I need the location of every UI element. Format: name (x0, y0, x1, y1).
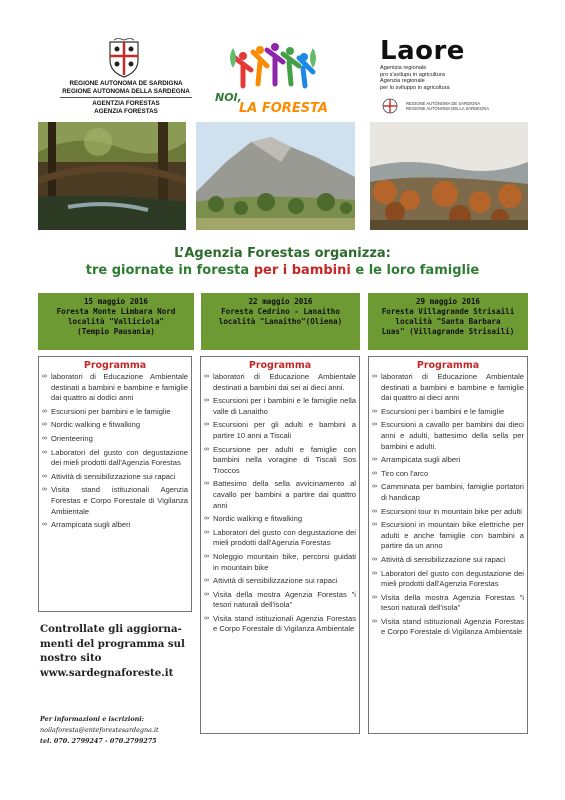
bullet-icon: ∞ (372, 521, 377, 529)
phone-number: tel. 070. 2799247 - 070.2799275 (40, 737, 157, 745)
bullet-icon: ∞ (42, 486, 47, 494)
program-item: ∞ Escursioni tour in mountain bike per adulti (372, 506, 522, 516)
event-place: Foresta Monte Limbara Nord (56, 307, 176, 316)
program-item: ∞ Arrampicata sugli alberi (42, 520, 131, 530)
program-item: ∞ Attività di sensibilizzazione sui rapaci (204, 576, 338, 586)
event-locality: località "Valliciola" (67, 317, 164, 326)
bullet-icon: ∞ (372, 555, 377, 563)
divider (60, 97, 192, 98)
program-item: ∞ Arrampicata sugli alberi (372, 455, 461, 465)
event-box-1 (38, 293, 194, 350)
program-item: ∞ Escursioni per i bambini e le famiglie (372, 406, 505, 416)
bullet-icon: ∞ (372, 407, 377, 415)
program-item: ∞ Battesimo della sella avvicinamento al cavallo per bambini a partire dai quattro anni (204, 479, 356, 510)
event-date: 15 maggio 2016 (83, 297, 148, 306)
bullet-icon: ∞ (372, 617, 377, 625)
bullet-icon: ∞ (372, 593, 377, 601)
bullet-icon: ∞ (372, 373, 377, 380)
program-item: ∞ Laboratori del gusto con degustazione dei mieli prodotti dall'Agenzia Forestas (42, 447, 188, 468)
program-item: ∞ Visita della mostra Agenzia Forestas "i tesori naturali dell'isola" (204, 589, 356, 610)
bullet-icon: ∞ (372, 507, 377, 515)
bullet-icon: ∞ (204, 480, 209, 488)
event-extra: (Tempio Pausania) (77, 327, 155, 336)
program-title: Programma (416, 360, 480, 371)
program-item: ∞ Nordic walking e fitwalking (42, 420, 141, 430)
program-item: ∞ Laboratori del gusto con degustazione dei mieli prodotti dall'Agenzia Forestas (372, 568, 524, 589)
event-locality: località "Lanaitho"(Oliena) (218, 317, 343, 326)
program-item: ∞ Noleggio mountain bike, percorsi guidati in mountain bike (204, 551, 356, 572)
program-list (372, 372, 524, 638)
program-item: ∞ Escursioni per bambini e le famiglie (42, 406, 171, 416)
program-item: ∞ Nordic walking e fitwalking (204, 514, 303, 524)
bullet-icon: ∞ (204, 528, 209, 536)
bullet-icon: ∞ (42, 407, 47, 415)
bullet-icon: ∞ (372, 569, 377, 577)
photo-autumn-forest (370, 122, 528, 230)
region-name: REGIONE AUTONOMA DE SARDIGNA REGIONE AUTONOMA DELLA SARDEGNA (62, 80, 190, 95)
event-extra: Luas" (Villagrande Strisaili) (381, 327, 515, 336)
program-title: Programma (83, 360, 147, 371)
bullet-icon: ∞ (372, 456, 377, 464)
headline-organizer: L’Agenzia Forestas organizza: (174, 246, 391, 261)
program-title: Programma (248, 360, 312, 371)
bullet-icon: ∞ (42, 434, 47, 442)
bullet-icon: ∞ (204, 397, 209, 405)
laore-logo-text: Laore (380, 36, 465, 66)
program-item: ∞ Visita stand istituzionali Agenzia Forestas e Corpo Forestale di Vigilanza Ambientale (42, 485, 188, 516)
noi-la-foresta-logo (213, 38, 333, 116)
bullet-icon: ∞ (42, 373, 47, 380)
headline-event: tre giornate in foresta per i bambini e le loro famiglie (85, 263, 480, 278)
program-item: ∞ Attività di sensibilizzazione sui rapaci (372, 554, 506, 564)
program-column-3 (368, 356, 528, 734)
event-box-2 (201, 293, 360, 350)
program-item: ∞ Escursioni per i bambini e le famiglie nella valle di Lanaitho (204, 396, 356, 416)
bullet-icon: ∞ (42, 421, 47, 429)
program-column-2 (200, 356, 360, 734)
website-link[interactable]: www.sardegnaforeste.it (40, 666, 174, 679)
event-box-3 (368, 293, 528, 350)
contact-info (40, 714, 210, 747)
program-item: ∞ laboratori di Educazione Ambientale destinati a bambini dai sei ai dieci anni. (204, 372, 356, 392)
event-date: 29 maggio 2016 (415, 297, 480, 306)
laore-crest-icon (380, 98, 400, 114)
event-date: 22 maggio 2016 (248, 297, 313, 306)
program-item: ∞ laboratori di Educazione Ambientale destinati a bambini e bambine e famiglie dai quattro ai dodici anni (42, 372, 188, 403)
sardinia-crest-logo (108, 38, 140, 78)
agency-name: AGENTZIA FORESTAS AGENZIA FORESTAS (92, 100, 160, 115)
laore-crest-caption: REGIONE AUTÒNOMA DE SARDIGNA REGIONE AUTONOMA DELLA SARDEGNA (406, 101, 489, 111)
info-label: Per informazioni e iscrizioni: (40, 715, 145, 723)
email-link[interactable]: noilaforesta@enteforestesardegna.it (40, 726, 159, 734)
program-list (204, 372, 356, 635)
event-place: Foresta Villagrande Strisaili (381, 307, 515, 316)
bullet-icon: ∞ (204, 445, 209, 453)
bullet-icon: ∞ (42, 521, 47, 529)
bullet-icon: ∞ (372, 483, 377, 491)
program-item: ∞ Escursioni per gli adulti e bambini a partire 10 anni a Tiscali (204, 420, 356, 440)
bullet-icon: ∞ (42, 448, 47, 456)
program-item: ∞ Escursioni a cavallo per bambini dai dieci anni e adulti, battesimo della sella per bambini e adulti. (372, 420, 524, 451)
program-item: ∞ Camminata per bambini, famiglie portatori di handicap (372, 482, 524, 502)
bullet-icon: ∞ (372, 421, 377, 429)
logo-text-noi: NOI, (215, 91, 242, 104)
program-item: ∞ Tiro con l'arco (372, 468, 429, 478)
bullet-icon: ∞ (204, 614, 209, 622)
bullet-icon: ∞ (204, 421, 209, 429)
bullet-icon: ∞ (204, 515, 209, 523)
program-item: ∞ Visita stand istituzionali Agenzia Forestas e Corpo Forestale di Vigilanza Ambientale (372, 616, 524, 637)
program-item: ∞ Escursioni in mountain bike elettriche per adulti e anche famiglie con bambini a partire da un anno (372, 520, 524, 551)
program-item: ∞ Visita della mostra Agenzia Forestas "i tesori naturali dell'isola" (372, 592, 524, 613)
program-item: ∞ laboratori di Educazione Ambientale destinati a bambini e bambine e famiglie dai quattro ai dieci anni (372, 372, 524, 403)
bullet-icon: ∞ (204, 552, 209, 560)
laore-subtitle: Agentzia regionale pro s'avilupu in agricultura Agenzia regionale per lo sviluppo in agricoltura (380, 65, 450, 91)
program-item: ∞ Laboratori del gusto con degustazione dei mieli prodotti dall'Agenzia Forestas (204, 527, 356, 548)
program-item: ∞ Orienteering (42, 433, 93, 443)
program-list (42, 372, 188, 531)
photo-mountain-valley (196, 122, 355, 230)
update-notice: Controllate gli aggiorna- menti del programma sul nostro sito www.sardegnaforeste.it (40, 622, 200, 680)
event-place: Foresta Cedrino - Lanaitho (221, 307, 340, 316)
bullet-icon: ∞ (204, 373, 209, 380)
bullet-icon: ∞ (204, 590, 209, 598)
program-item: ∞ Attività di sensibilizzazione sui rapaci (42, 471, 176, 481)
bullet-icon: ∞ (204, 577, 209, 585)
program-item: ∞ Escursione per adulti e famiglie con bambini nella voragine di Tiscali Sos Troccos (204, 444, 356, 475)
program-column-1 (38, 356, 192, 612)
photo-forest-bridge (38, 122, 186, 230)
logo-text-foresta: LA FORESTA (239, 101, 328, 116)
program-item: ∞ Visita stand istituzionali Agenzia Forestas e Corpo Forestale di Vigilanza Ambientale (204, 613, 356, 634)
bullet-icon: ∞ (372, 469, 377, 477)
event-locality: località "Santa Barbara (395, 317, 501, 326)
bullet-icon: ∞ (42, 472, 47, 480)
